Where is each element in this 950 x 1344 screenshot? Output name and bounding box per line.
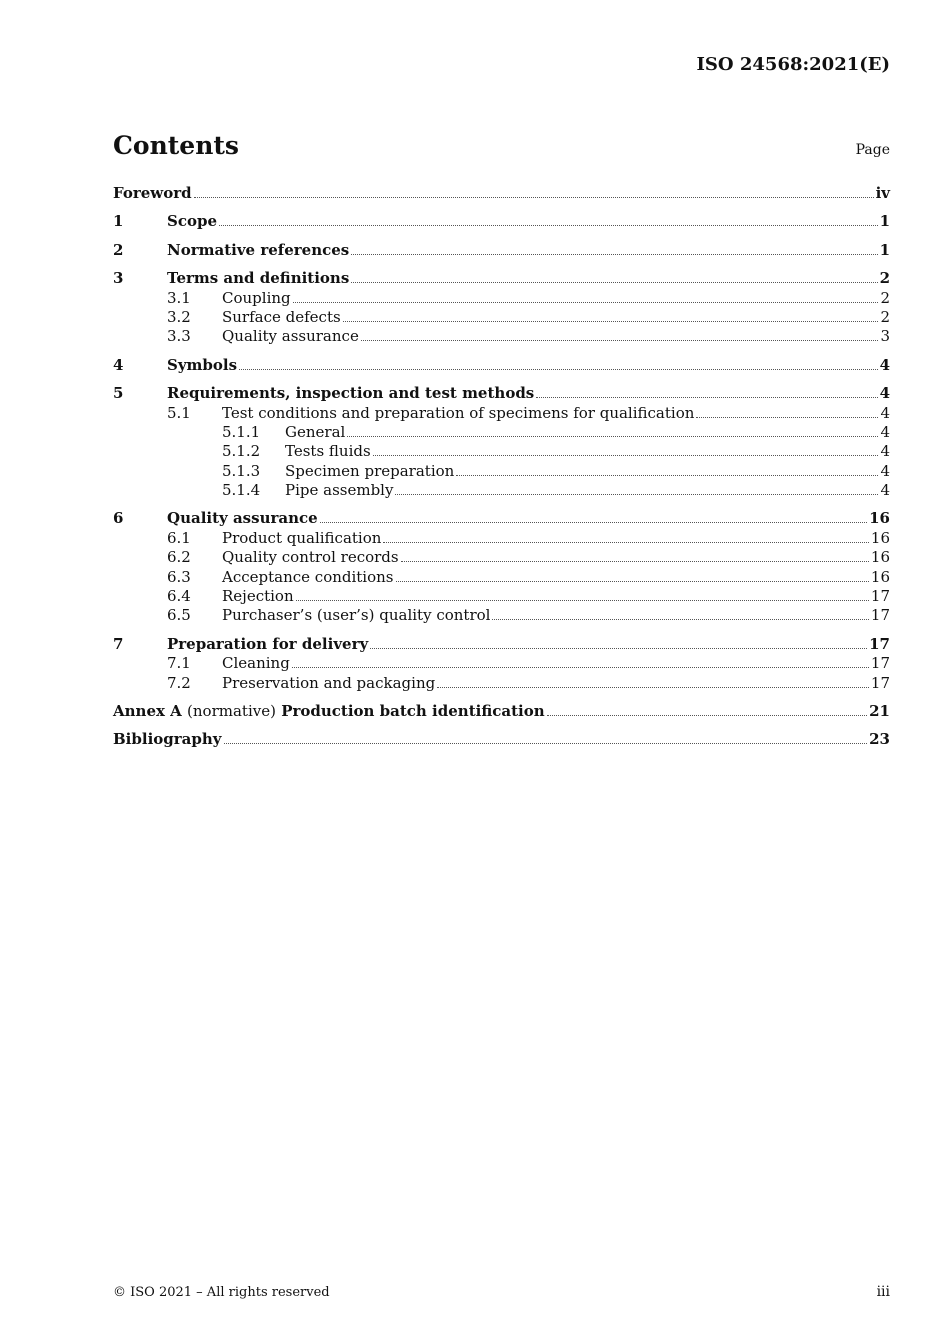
toc-entry-subsection[interactable] bbox=[113, 568, 890, 587]
dot-leader bbox=[351, 254, 877, 255]
toc-entry-subsection[interactable] bbox=[113, 308, 890, 327]
dot-leader bbox=[696, 417, 878, 418]
dot-leader bbox=[370, 648, 867, 649]
toc-entry-title: Quality assurance bbox=[167, 509, 318, 528]
toc-entry-title: Normative references bbox=[167, 240, 350, 259]
toc-entry-number: 3.2 bbox=[167, 307, 191, 326]
toc-entry-number: 5.1 bbox=[167, 403, 191, 422]
toc-entry-page: 2 bbox=[880, 307, 890, 326]
annex-title: Production batch identification bbox=[281, 701, 545, 720]
dot-leader bbox=[239, 369, 878, 370]
toc-entry-page: 17 bbox=[870, 587, 890, 606]
toc-entry-title: General bbox=[285, 422, 346, 441]
toc-entry-subsubsection[interactable] bbox=[113, 481, 890, 500]
dot-leader bbox=[320, 522, 867, 523]
toc-entry-title: Cleaning bbox=[222, 654, 290, 673]
toc-entry-subsection[interactable] bbox=[113, 587, 890, 606]
toc-entry-subsection[interactable] bbox=[113, 529, 890, 548]
dot-leader bbox=[492, 619, 868, 620]
toc-entry-page: 4 bbox=[880, 481, 890, 500]
toc-entry-number: 7.1 bbox=[167, 654, 191, 673]
toc-entry-subsection[interactable] bbox=[113, 404, 890, 423]
annex-label: Annex A bbox=[113, 701, 182, 720]
annex-type: (normative) bbox=[187, 701, 276, 720]
toc-entry-subsection[interactable] bbox=[113, 289, 890, 308]
dot-leader bbox=[347, 436, 878, 437]
toc-entry-page: 17 bbox=[870, 673, 890, 692]
toc-entry-page: 16 bbox=[869, 509, 890, 528]
toc-entry-page: 21 bbox=[869, 701, 890, 720]
toc-title: Contents bbox=[113, 131, 240, 160]
toc-entry-subsection[interactable] bbox=[113, 606, 890, 625]
toc-entry-title: Tests fluids bbox=[285, 442, 371, 461]
toc-entry-title: Acceptance conditions bbox=[222, 567, 394, 586]
toc-entry-subsection[interactable] bbox=[113, 327, 890, 346]
toc-entry-subsubsection[interactable] bbox=[113, 442, 890, 461]
toc-entry-title: Test conditions and preparation of specimens for qualification bbox=[222, 403, 695, 422]
toc-entry-subsection[interactable] bbox=[113, 548, 890, 567]
toc-entry-title: Coupling bbox=[222, 288, 291, 307]
toc-entry-page: iv bbox=[875, 184, 890, 202]
toc-entry-number: 2 bbox=[113, 240, 124, 259]
toc-entry-page: 16 bbox=[870, 567, 890, 586]
page-column-label: Page bbox=[855, 142, 890, 158]
toc-entry-title: Bibliography bbox=[113, 730, 222, 749]
toc-entry-section[interactable] bbox=[113, 635, 890, 654]
toc-entry-number: 6.4 bbox=[167, 587, 191, 606]
toc-entry-section[interactable] bbox=[113, 384, 890, 403]
toc-entry-subsubsection[interactable] bbox=[113, 423, 890, 442]
toc-entry-number: 4 bbox=[113, 355, 124, 374]
toc-entry-page: 4 bbox=[879, 355, 890, 374]
toc-entry-title: Requirements, inspection and test methods bbox=[167, 384, 535, 403]
toc-entry-number: 5.1.3 bbox=[222, 461, 261, 480]
table-of-contents bbox=[113, 184, 890, 750]
dot-leader bbox=[395, 494, 878, 495]
toc-entry-section[interactable] bbox=[113, 212, 890, 231]
dot-leader bbox=[351, 282, 877, 283]
dot-leader bbox=[401, 561, 869, 562]
dot-leader bbox=[456, 475, 878, 476]
toc-entry-number: 6.1 bbox=[167, 528, 191, 547]
footer-copyright: © ISO 2021 – All rights reserved bbox=[113, 1285, 330, 1300]
toc-entry-page: 23 bbox=[869, 730, 890, 749]
toc-entry-title: Preparation for delivery bbox=[167, 634, 369, 653]
toc-entry-page: 17 bbox=[869, 634, 890, 653]
dot-leader bbox=[396, 581, 869, 582]
toc-entry-page: 4 bbox=[879, 384, 890, 403]
toc-entry-section[interactable] bbox=[113, 356, 890, 375]
toc-entry-number: 7.2 bbox=[167, 673, 191, 692]
toc-entry-number: 5.1.1 bbox=[222, 422, 261, 441]
toc-entry-title: Rejection bbox=[222, 587, 294, 606]
toc-entry-subsubsection[interactable] bbox=[113, 462, 890, 481]
toc-entry-title: Preservation and packaging bbox=[222, 673, 436, 692]
toc-entry-page: 1 bbox=[879, 212, 890, 231]
toc-entry-number: 5 bbox=[113, 384, 124, 403]
toc-entry-section[interactable] bbox=[113, 269, 890, 288]
dot-leader bbox=[194, 197, 874, 198]
toc-entry-title: Quality assurance bbox=[222, 327, 359, 346]
toc-entry-page: 2 bbox=[879, 269, 890, 288]
toc-entry-number: 7 bbox=[113, 634, 124, 653]
dot-leader bbox=[536, 397, 877, 398]
dot-leader bbox=[292, 667, 869, 668]
toc-entry-title: Product qualification bbox=[222, 528, 382, 547]
toc-entry-number: 1 bbox=[113, 212, 124, 231]
dot-leader bbox=[383, 542, 868, 543]
toc-entry-title: Terms and definitions bbox=[167, 269, 350, 288]
dot-leader bbox=[219, 225, 878, 226]
toc-entry-page: 4 bbox=[880, 442, 890, 461]
toc-entry-title: Symbols bbox=[167, 355, 238, 374]
toc-entry-page: 1 bbox=[879, 240, 890, 259]
toc-entry-number: 6.3 bbox=[167, 567, 191, 586]
toc-entry-subsection[interactable] bbox=[113, 654, 890, 673]
dot-leader bbox=[547, 715, 868, 716]
footer-page-number: iii bbox=[876, 1284, 890, 1300]
toc-entry-page: 16 bbox=[870, 528, 890, 547]
toc-entry-title: Foreword bbox=[113, 184, 192, 202]
toc-entry-page: 4 bbox=[880, 461, 890, 480]
toc-entry-page: 4 bbox=[880, 422, 890, 441]
dot-leader bbox=[224, 743, 868, 744]
toc-entry-number: 5.1.4 bbox=[222, 481, 261, 500]
dot-leader bbox=[373, 455, 879, 456]
toc-entry-section[interactable] bbox=[113, 509, 890, 528]
toc-entry-number: 6.2 bbox=[167, 548, 191, 567]
toc-entry-number: 3 bbox=[113, 269, 124, 288]
toc-entry-page: 3 bbox=[880, 327, 890, 346]
toc-entry-title bbox=[113, 702, 545, 721]
toc-entry-number: 3.1 bbox=[167, 288, 191, 307]
toc-entry-bibliography[interactable] bbox=[113, 730, 890, 749]
toc-entry-number: 6.5 bbox=[167, 606, 191, 625]
dot-leader bbox=[437, 687, 869, 688]
toc-entry-page: 16 bbox=[870, 548, 890, 567]
toc-entry-page: 17 bbox=[870, 654, 890, 673]
dot-leader bbox=[293, 302, 879, 303]
toc-entry-number: 6 bbox=[113, 509, 124, 528]
toc-entry-annex-a[interactable] bbox=[113, 702, 890, 721]
toc-entry-page: 17 bbox=[870, 606, 890, 625]
toc-entry-page: 4 bbox=[880, 403, 890, 422]
toc-entry-number: 5.1.2 bbox=[222, 442, 261, 461]
document-id: ISO 24568:2021(E) bbox=[696, 54, 890, 75]
dot-leader bbox=[343, 321, 879, 322]
toc-entry-title: Specimen preparation bbox=[285, 461, 455, 480]
toc-entry-foreword[interactable] bbox=[113, 184, 890, 203]
toc-entry-page: 2 bbox=[880, 288, 890, 307]
toc-entry-title: Scope bbox=[167, 212, 218, 231]
toc-entry-section[interactable] bbox=[113, 241, 890, 260]
dot-leader bbox=[361, 340, 879, 341]
toc-entry-title: Purchaser’s (user’s) quality control bbox=[222, 606, 491, 625]
toc-entry-subsection[interactable] bbox=[113, 674, 890, 693]
toc-entry-title: Pipe assembly bbox=[285, 481, 394, 500]
toc-entry-title: Quality control records bbox=[222, 548, 399, 567]
dot-leader bbox=[296, 600, 869, 601]
toc-entry-title: Surface defects bbox=[222, 307, 341, 326]
toc-entry-number: 3.3 bbox=[167, 327, 191, 346]
